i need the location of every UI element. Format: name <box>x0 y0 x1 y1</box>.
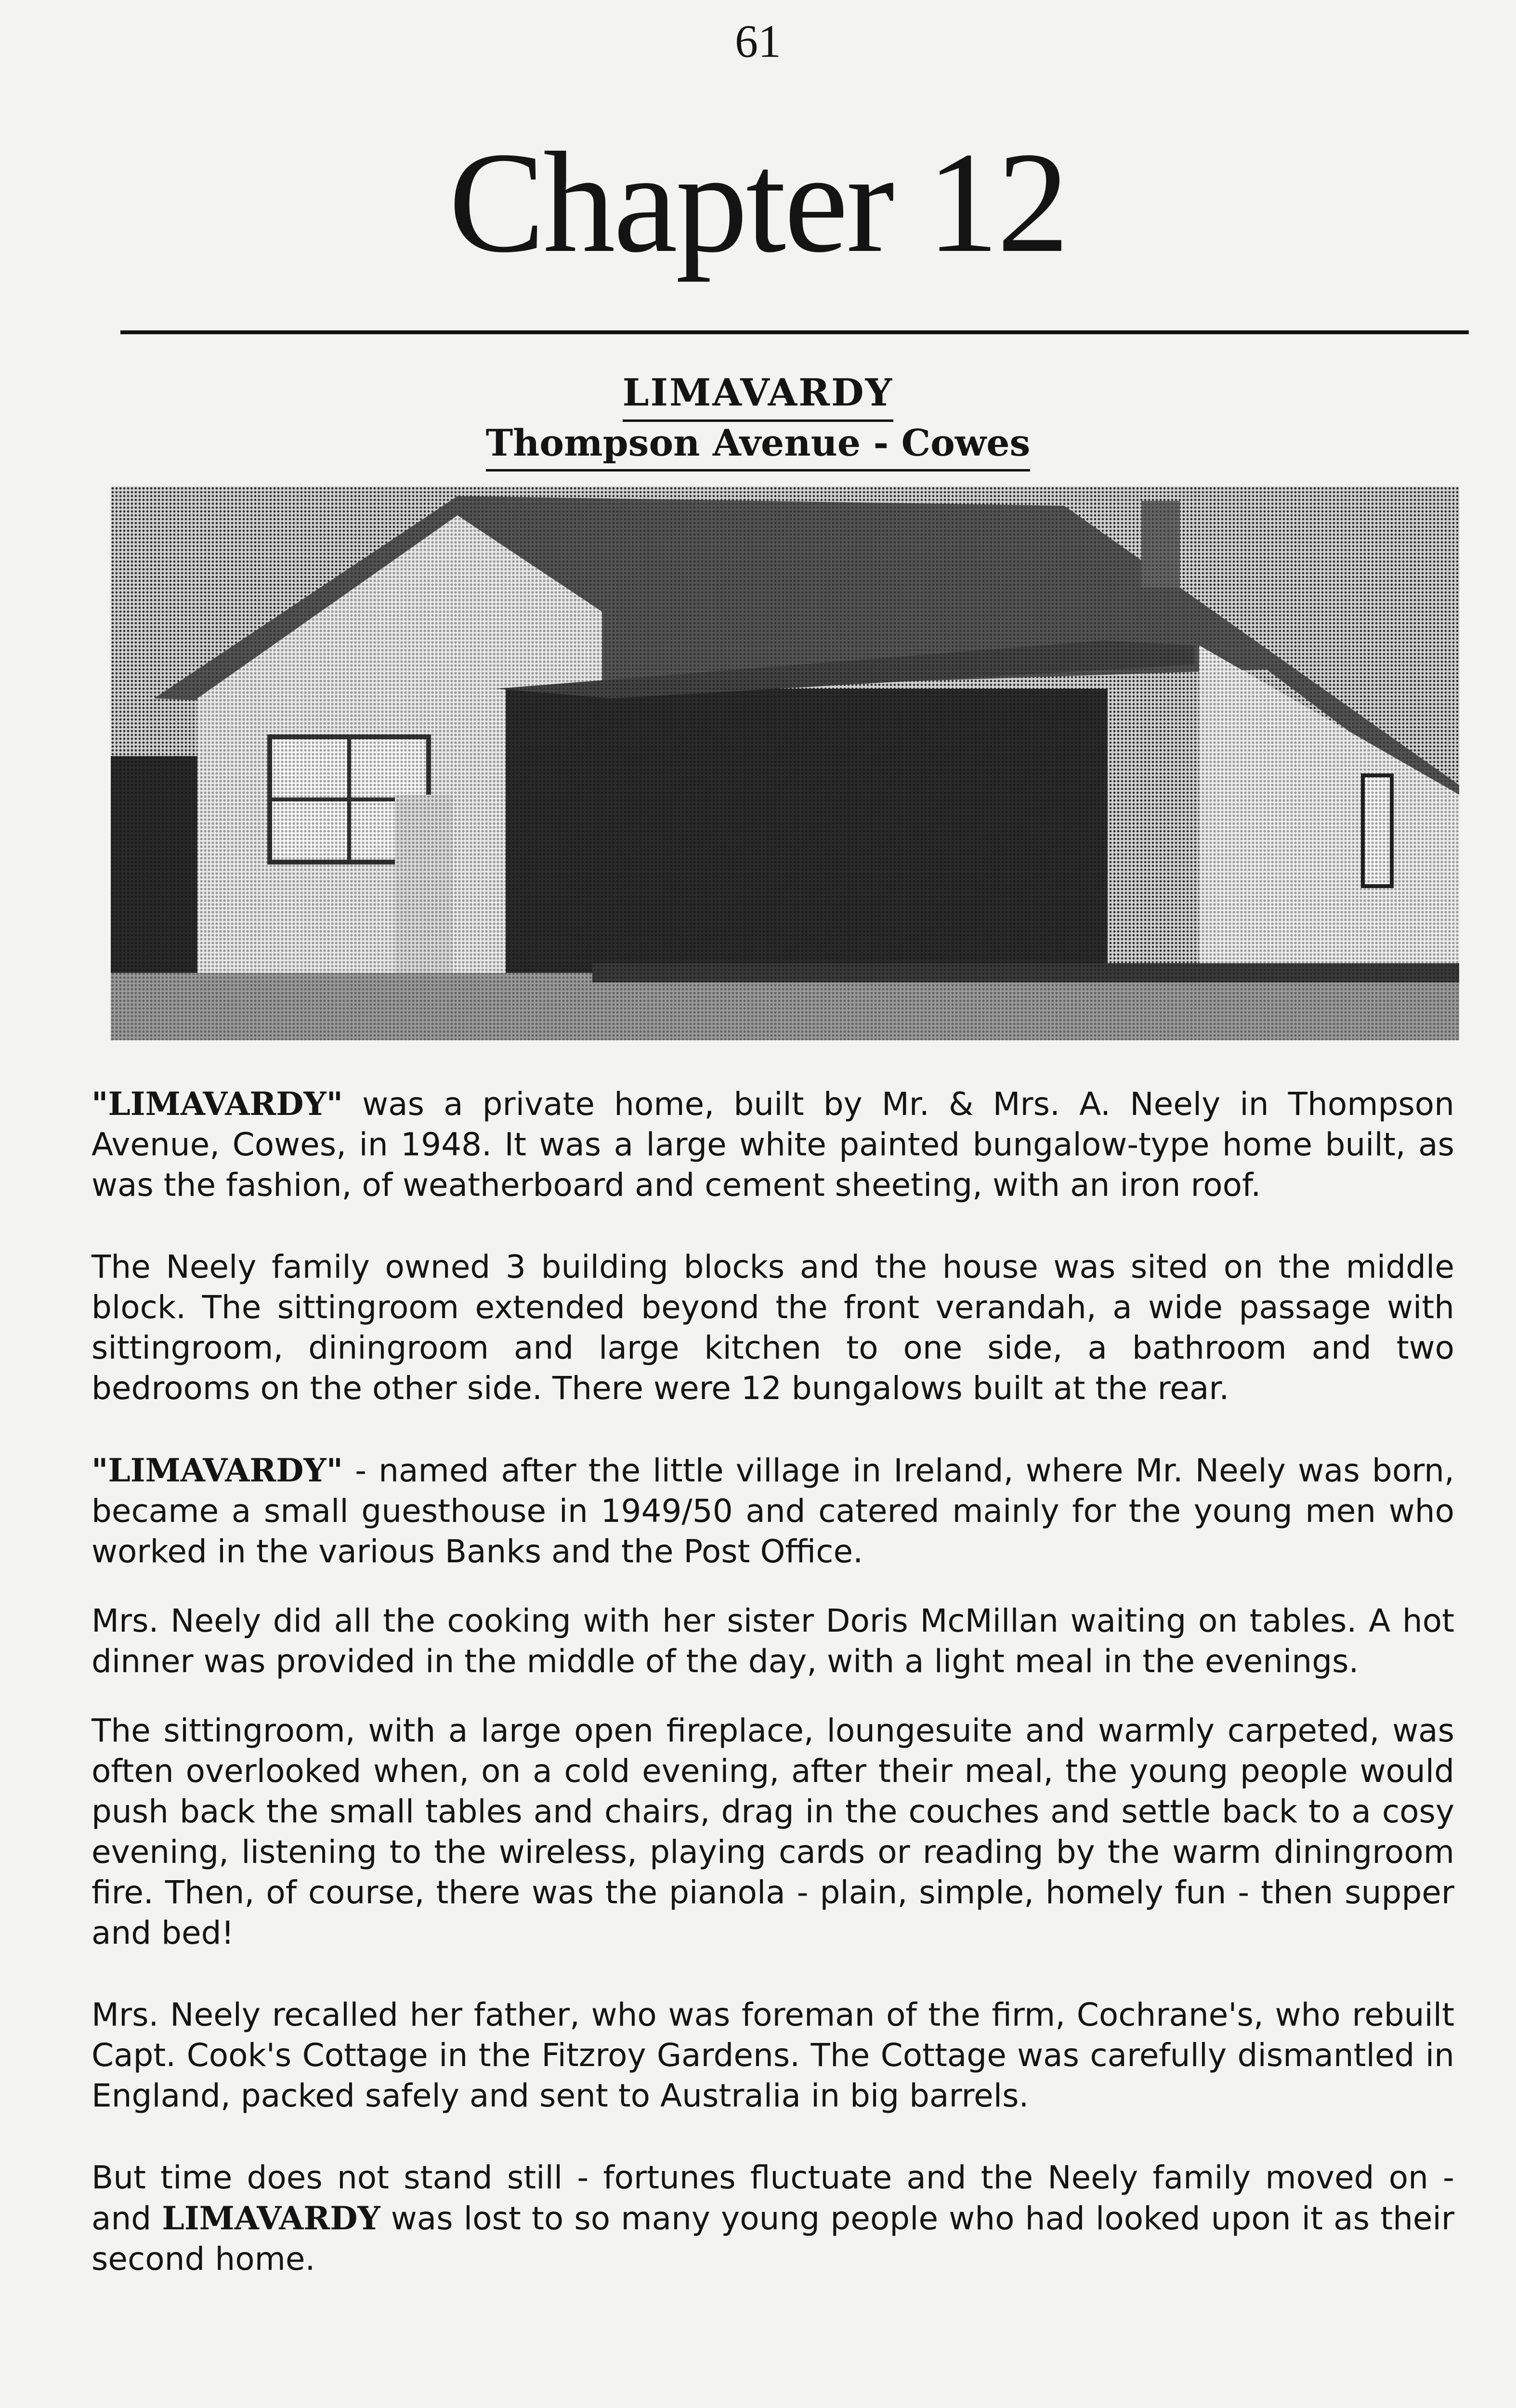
paragraph-6: Mrs. Neely recalled her father, who was foreman of the firm, Cochrane's, who rebuilt Capt. Cook's Cottage in the Fitzroy Gardens. The Cottage was carefully dismantled in England, packed safely and sent to Australia in big barrels. <box>91 1996 1454 2114</box>
paragraph-1 <box>91 1084 1454 1205</box>
paragraph-1-text: was a private home, built by Mr. & Mrs. A. Neely in Thompson Avenue, Cowes, in 1948. It was a large white painted bungalow-type home built, as was the fashion, of weatherboard and cement sheeting, with an iron roof. <box>91 1086 1454 1204</box>
paragraph-7-bold: LIMAVARDY <box>162 2199 380 2237</box>
section-subheading-text: Thompson Avenue - Cowes <box>486 421 1031 471</box>
paragraph-4: Mrs. Neely did all the cooking with her sister Doris McMillan waiting on tables. A hot dinner was provided in the middle of the day, with a light meal in the evenings. <box>91 1602 1454 1680</box>
section-heading <box>0 371 1516 415</box>
chapter-title: Chapter 12 <box>448 122 1068 282</box>
page-number: 61 <box>735 15 781 67</box>
paragraph-5: The sittingroom, with a large open fireplace, loungesuite and warmly carpeted, was often overlooked when, on a cold evening, after their meal, the young people would push back the small tables and chairs, drag in the couches and settle back to a cosy evening, listening to the wireless, playing cards or reading by the warm diningroom fire. Then, of course, there was the pianola - plain, simple, homely fun - then supper and bed! <box>91 1712 1454 1951</box>
body-text <box>91 1084 1454 2321</box>
paragraph-3-bold: "LIMAVARDY" <box>91 1452 343 1489</box>
house-illustration <box>111 486 1459 1040</box>
chapter-divider <box>120 330 1469 334</box>
paragraph-2: The Neely family owned 3 building blocks and the house was sited on the middle block. The sittingroom extended beyond the front verandah, a wide passage with sittingroom, diningroom and large kitchen to one side, a bathroom and two bedrooms on the other side. There were 12 bungalows built at the rear. <box>91 1248 1454 1407</box>
paragraph-3-text: - named after the little village in Ireland, where Mr. Neely was born, became a small guesthouse in 1949/50 and catered mainly for the young men who worked in the various Banks and the Post Office. <box>91 1452 1454 1570</box>
paragraph-3 <box>91 1450 1454 1572</box>
section-heading-text: LIMAVARDY <box>623 371 894 422</box>
section-subheading <box>0 421 1516 464</box>
paragraph-7-text-a: But time does not stand still - fortunes fluctuate and the Neely family moved on - and <box>91 2159 1454 2237</box>
house-photo <box>111 486 1459 1040</box>
paragraph-7-text-b: was lost to so many young people who had looked upon it as their second home. <box>91 2200 1454 2277</box>
paragraph-1-bold: "LIMAVARDY" <box>91 1085 343 1123</box>
paragraph-7 <box>91 2158 1454 2279</box>
